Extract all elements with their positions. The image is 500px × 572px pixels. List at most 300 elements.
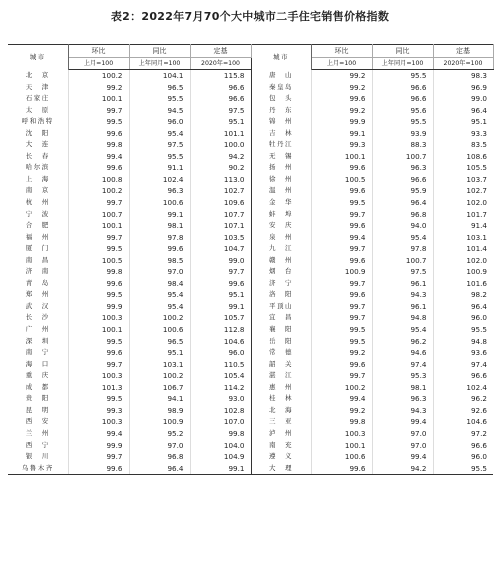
yoy-cell: 99.4 bbox=[372, 416, 433, 428]
mom-cell: 99.6 bbox=[311, 93, 372, 105]
fixed-cell: 83.5 bbox=[470, 140, 487, 150]
yoy-cell: 96.1 bbox=[372, 278, 433, 290]
table-row bbox=[8, 139, 493, 151]
city-cell: 上 海 bbox=[8, 174, 68, 186]
mom-cell: 100.6 bbox=[311, 451, 372, 463]
yoy-cell: 96.3 bbox=[372, 162, 433, 174]
yoy-cell: 100.2 bbox=[129, 370, 190, 382]
city-cell: 南 充 bbox=[251, 440, 311, 452]
city-cell: 南 昌 bbox=[8, 255, 68, 267]
mom-cell: 99.2 bbox=[311, 82, 372, 94]
yoy-cell: 98.9 bbox=[129, 405, 190, 417]
mom-cell: 100.3 bbox=[68, 370, 129, 382]
city-cell: 昆 明 bbox=[8, 405, 68, 417]
fixed-cell: 97.7 bbox=[228, 267, 245, 277]
fixed-cell: 110.5 bbox=[223, 359, 245, 369]
city-cell: 唐 山 bbox=[251, 70, 311, 82]
mom-cell: 100.2 bbox=[68, 70, 129, 82]
table-row bbox=[8, 209, 493, 221]
yoy-cell: 104.1 bbox=[129, 70, 190, 82]
table-row bbox=[8, 463, 493, 475]
yoy-cell: 91.1 bbox=[129, 162, 190, 174]
fixed-cell: 107.1 bbox=[223, 221, 245, 231]
mom-cell: 100.1 bbox=[68, 93, 129, 105]
yoy-cell: 96.6 bbox=[372, 174, 433, 186]
city-cell: 西 安 bbox=[8, 416, 68, 428]
fixed-cell: 95.5 bbox=[433, 463, 493, 475]
mom-cell: 99.6 bbox=[68, 162, 129, 174]
yoy-cell: 96.8 bbox=[129, 451, 190, 463]
city-cell: 长 沙 bbox=[8, 312, 68, 324]
city-cell: 遵 义 bbox=[251, 451, 311, 463]
mom-cell: 99.7 bbox=[68, 232, 129, 244]
mom-cell: 99.7 bbox=[311, 301, 372, 313]
city-cell: 银 川 bbox=[8, 451, 68, 463]
table-row bbox=[8, 174, 493, 186]
yoy-cell: 94.6 bbox=[372, 347, 433, 359]
fixed-cell: 100.9 bbox=[466, 267, 487, 277]
fixed-cell: 91.4 bbox=[470, 221, 487, 231]
fixed-cell: 98.2 bbox=[470, 290, 487, 300]
fixed-subheader-left: 2020年=100 bbox=[190, 58, 251, 70]
yoy-cell: 95.5 bbox=[372, 70, 433, 82]
mom-cell: 100.5 bbox=[311, 174, 372, 186]
yoy-cell: 95.2 bbox=[129, 428, 190, 440]
mom-cell: 100.3 bbox=[68, 416, 129, 428]
yoy-cell: 96.8 bbox=[372, 209, 433, 221]
yoy-cell: 95.4 bbox=[372, 232, 433, 244]
fixed-cell: 103.7 bbox=[466, 174, 487, 184]
table-row bbox=[8, 151, 493, 163]
yoy-cell: 94.3 bbox=[372, 289, 433, 301]
yoy-cell: 95.5 bbox=[129, 151, 190, 163]
city-cell: 宜 昌 bbox=[251, 312, 311, 324]
table-row bbox=[8, 428, 493, 440]
fixed-cell: 96.0 bbox=[228, 348, 245, 358]
table-row bbox=[8, 93, 493, 105]
table-row bbox=[8, 336, 493, 348]
mom-cell: 101.3 bbox=[68, 382, 129, 394]
yoy-cell: 100.6 bbox=[129, 197, 190, 209]
mom-cell: 100.1 bbox=[311, 151, 372, 163]
city-cell: 北 海 bbox=[251, 405, 311, 417]
table-row bbox=[8, 451, 493, 463]
fixed-cell: 99.1 bbox=[228, 301, 245, 311]
mom-header-right: 环比 bbox=[311, 45, 372, 58]
fixed-cell: 99.8 bbox=[228, 428, 245, 438]
mom-subheader-right: 上月=100 bbox=[311, 58, 372, 70]
fixed-cell: 105.5 bbox=[466, 163, 487, 173]
city-header-right: 城市 bbox=[251, 45, 311, 70]
table-row bbox=[8, 405, 493, 417]
mom-cell: 100.9 bbox=[311, 266, 372, 278]
mom-cell: 99.7 bbox=[68, 451, 129, 463]
city-cell: 丹 东 bbox=[251, 105, 311, 117]
yoy-cell: 94.8 bbox=[372, 312, 433, 324]
yoy-cell: 97.4 bbox=[372, 359, 433, 371]
mom-cell: 100.3 bbox=[68, 312, 129, 324]
fixed-cell: 96.6 bbox=[470, 371, 487, 381]
fixed-cell: 97.4 bbox=[470, 359, 487, 369]
yoy-cell: 96.6 bbox=[372, 82, 433, 94]
mom-cell: 99.5 bbox=[68, 393, 129, 405]
fixed-cell: 99.0 bbox=[470, 94, 487, 104]
yoy-cell: 98.5 bbox=[129, 255, 190, 267]
city-header-left: 城市 bbox=[8, 45, 68, 70]
city-cell: 厦 门 bbox=[8, 243, 68, 255]
city-cell: 太 原 bbox=[8, 105, 68, 117]
yoy-cell: 94.3 bbox=[372, 405, 433, 417]
yoy-cell: 88.3 bbox=[372, 139, 433, 151]
yoy-cell: 96.5 bbox=[129, 82, 190, 94]
yoy-cell: 100.6 bbox=[129, 324, 190, 336]
city-cell: 秦皇岛 bbox=[251, 82, 311, 94]
fixed-header-left: 定基 bbox=[190, 45, 251, 58]
fixed-cell: 113.0 bbox=[223, 174, 245, 184]
city-cell: 温 州 bbox=[251, 185, 311, 197]
fixed-cell: 99.1 bbox=[190, 463, 251, 475]
city-cell: 平顶山 bbox=[251, 301, 311, 313]
yoy-cell: 97.5 bbox=[372, 266, 433, 278]
mom-cell: 99.8 bbox=[311, 416, 372, 428]
city-cell: 九 江 bbox=[251, 243, 311, 255]
mom-cell: 99.5 bbox=[68, 116, 129, 128]
city-cell: 宁 波 bbox=[8, 209, 68, 221]
yoy-cell: 96.2 bbox=[372, 336, 433, 348]
table-row bbox=[8, 324, 493, 336]
fixed-cell: 94.8 bbox=[470, 336, 487, 346]
table-row bbox=[8, 440, 493, 452]
table-row bbox=[8, 105, 493, 117]
fixed-cell: 93.3 bbox=[470, 128, 487, 138]
fixed-cell: 102.0 bbox=[466, 198, 487, 208]
fixed-cell: 102.7 bbox=[223, 186, 245, 196]
mom-cell: 99.2 bbox=[311, 405, 372, 417]
city-cell: 哈尔滨 bbox=[8, 162, 68, 174]
city-cell: 徐 州 bbox=[251, 174, 311, 186]
fixed-header-right: 定基 bbox=[433, 45, 493, 58]
fixed-cell: 101.7 bbox=[466, 209, 487, 219]
city-cell: 沈 阳 bbox=[8, 128, 68, 140]
mom-cell: 99.5 bbox=[311, 197, 372, 209]
table-row bbox=[8, 116, 493, 128]
table-row bbox=[8, 232, 493, 244]
city-cell: 南 京 bbox=[8, 185, 68, 197]
yoy-cell: 97.8 bbox=[129, 232, 190, 244]
city-cell: 韶 关 bbox=[251, 359, 311, 371]
mom-cell: 99.4 bbox=[311, 393, 372, 405]
yoy-header-right: 同比 bbox=[372, 45, 433, 58]
city-cell: 安 庆 bbox=[251, 220, 311, 232]
table-row bbox=[8, 312, 493, 324]
mom-cell: 99.2 bbox=[311, 347, 372, 359]
fixed-cell: 108.6 bbox=[466, 151, 487, 161]
mom-cell: 99.6 bbox=[311, 220, 372, 232]
mom-cell: 99.9 bbox=[68, 440, 129, 452]
table-row bbox=[8, 393, 493, 405]
table-row bbox=[8, 128, 493, 140]
yoy-cell: 96.6 bbox=[372, 93, 433, 105]
mom-cell: 99.7 bbox=[311, 243, 372, 255]
yoy-cell: 95.4 bbox=[129, 128, 190, 140]
mom-cell: 99.1 bbox=[311, 128, 372, 140]
fixed-cell: 115.8 bbox=[223, 71, 245, 80]
yoy-cell: 100.9 bbox=[129, 416, 190, 428]
fixed-cell: 96.0 bbox=[470, 452, 487, 462]
city-cell: 南 宁 bbox=[8, 347, 68, 359]
yoy-cell: 99.6 bbox=[129, 243, 190, 255]
yoy-cell: 97.0 bbox=[129, 440, 190, 452]
mom-cell: 99.6 bbox=[311, 359, 372, 371]
yoy-cell: 95.4 bbox=[372, 324, 433, 336]
city-cell: 兰 州 bbox=[8, 428, 68, 440]
city-cell: 襄 阳 bbox=[251, 324, 311, 336]
table-row bbox=[8, 220, 493, 232]
yoy-cell: 96.4 bbox=[372, 197, 433, 209]
yoy-cell: 95.4 bbox=[129, 289, 190, 301]
fixed-cell: 96.4 bbox=[470, 105, 487, 115]
city-cell: 武 汉 bbox=[8, 301, 68, 313]
yoy-cell: 94.1 bbox=[129, 393, 190, 405]
city-cell: 重 庆 bbox=[8, 370, 68, 382]
fixed-cell: 102.0 bbox=[466, 255, 487, 265]
mom-cell: 99.6 bbox=[311, 463, 372, 475]
fixed-cell: 90.2 bbox=[228, 163, 245, 173]
mom-cell: 99.3 bbox=[311, 139, 372, 151]
fixed-cell: 101.1 bbox=[223, 128, 245, 138]
yoy-cell: 95.1 bbox=[129, 347, 190, 359]
mom-subheader-left: 上月=100 bbox=[68, 58, 129, 70]
fixed-subheader-right: 2020年=100 bbox=[433, 58, 493, 70]
yoy-cell: 96.3 bbox=[372, 393, 433, 405]
fixed-cell: 107.7 bbox=[223, 209, 245, 219]
mom-cell: 99.7 bbox=[311, 278, 372, 290]
fixed-cell: 114.2 bbox=[223, 382, 245, 392]
fixed-cell: 102.4 bbox=[466, 382, 487, 392]
fixed-cell: 104.9 bbox=[223, 452, 245, 462]
yoy-cell: 100.7 bbox=[372, 255, 433, 267]
fixed-cell: 104.6 bbox=[223, 336, 245, 346]
city-cell: 贵 阳 bbox=[8, 393, 68, 405]
city-cell: 赣 州 bbox=[251, 255, 311, 267]
fixed-cell: 103.1 bbox=[466, 232, 487, 242]
fixed-cell: 105.4 bbox=[223, 371, 245, 381]
city-cell: 湛 江 bbox=[251, 370, 311, 382]
city-cell: 深 圳 bbox=[8, 336, 68, 348]
city-cell: 西 宁 bbox=[8, 440, 68, 452]
city-cell: 广 州 bbox=[8, 324, 68, 336]
mom-cell: 99.5 bbox=[68, 289, 129, 301]
fixed-cell: 93.6 bbox=[470, 348, 487, 358]
city-cell: 惠 州 bbox=[251, 382, 311, 394]
fixed-cell: 100.0 bbox=[223, 140, 245, 150]
yoy-cell: 96.4 bbox=[129, 463, 190, 475]
city-cell: 合 肥 bbox=[8, 220, 68, 232]
fixed-cell: 98.3 bbox=[470, 71, 487, 80]
fixed-cell: 99.0 bbox=[228, 255, 245, 265]
yoy-cell: 95.9 bbox=[372, 185, 433, 197]
mom-cell: 99.6 bbox=[68, 463, 129, 475]
mom-cell: 99.4 bbox=[68, 151, 129, 163]
mom-cell: 100.7 bbox=[68, 209, 129, 221]
table-row bbox=[8, 416, 493, 428]
city-cell: 扬 州 bbox=[251, 162, 311, 174]
mom-cell: 99.3 bbox=[68, 405, 129, 417]
mom-cell: 99.7 bbox=[311, 312, 372, 324]
fixed-cell: 97.2 bbox=[470, 428, 487, 438]
yoy-cell: 97.0 bbox=[372, 440, 433, 452]
yoy-cell: 97.8 bbox=[372, 243, 433, 255]
yoy-cell: 97.5 bbox=[129, 139, 190, 151]
fixed-cell: 99.6 bbox=[228, 278, 245, 288]
mom-header-left: 环比 bbox=[68, 45, 129, 58]
yoy-cell: 96.3 bbox=[129, 185, 190, 197]
yoy-cell: 95.5 bbox=[129, 93, 190, 105]
mom-cell: 99.6 bbox=[311, 162, 372, 174]
mom-cell: 99.5 bbox=[68, 243, 129, 255]
city-cell: 无 锡 bbox=[251, 151, 311, 163]
fixed-cell: 105.7 bbox=[223, 313, 245, 323]
city-cell: 泸 州 bbox=[251, 428, 311, 440]
yoy-cell: 95.6 bbox=[372, 105, 433, 117]
yoy-cell: 98.4 bbox=[129, 278, 190, 290]
table-row bbox=[8, 289, 493, 301]
mom-cell: 100.3 bbox=[311, 428, 372, 440]
city-cell: 呼和浩特 bbox=[8, 116, 68, 128]
fixed-cell: 104.0 bbox=[223, 440, 245, 450]
yoy-cell: 94.2 bbox=[372, 463, 433, 475]
fixed-cell: 96.4 bbox=[470, 301, 487, 311]
mom-cell: 99.2 bbox=[311, 105, 372, 117]
yoy-cell: 94.5 bbox=[129, 105, 190, 117]
fixed-cell: 97.5 bbox=[228, 105, 245, 115]
table-row bbox=[8, 370, 493, 382]
fixed-cell: 101.6 bbox=[466, 278, 487, 288]
table-row bbox=[8, 347, 493, 359]
yoy-cell: 95.4 bbox=[129, 301, 190, 313]
table-row bbox=[8, 266, 493, 278]
mom-cell: 100.8 bbox=[68, 174, 129, 186]
yoy-cell: 96.0 bbox=[129, 116, 190, 128]
mom-cell: 99.2 bbox=[311, 70, 372, 82]
city-cell: 济 南 bbox=[8, 266, 68, 278]
city-cell: 烟 台 bbox=[251, 266, 311, 278]
yoy-subheader-left: 上年同月=100 bbox=[129, 58, 190, 70]
mom-cell: 100.1 bbox=[68, 324, 129, 336]
mom-cell: 100.2 bbox=[68, 185, 129, 197]
city-cell: 锦 州 bbox=[251, 116, 311, 128]
fixed-cell: 96.6 bbox=[228, 94, 245, 104]
table-row bbox=[8, 70, 493, 82]
mom-cell: 99.7 bbox=[68, 197, 129, 209]
city-cell: 乌鲁木齐 bbox=[8, 463, 68, 475]
fixed-cell: 107.0 bbox=[223, 417, 245, 427]
fixed-cell: 112.8 bbox=[223, 325, 245, 335]
yoy-cell: 102.4 bbox=[129, 174, 190, 186]
city-cell: 石家庄 bbox=[8, 93, 68, 105]
fixed-cell: 95.1 bbox=[228, 117, 245, 127]
fixed-cell: 102.8 bbox=[223, 405, 245, 415]
mom-cell: 99.2 bbox=[68, 82, 129, 94]
city-cell: 金 华 bbox=[251, 197, 311, 209]
mom-cell: 100.2 bbox=[311, 382, 372, 394]
mom-cell: 99.6 bbox=[68, 347, 129, 359]
fixed-cell: 104.7 bbox=[223, 244, 245, 254]
fixed-cell: 101.4 bbox=[466, 244, 487, 254]
mom-cell: 99.7 bbox=[68, 105, 129, 117]
table-row bbox=[8, 197, 493, 209]
city-cell: 北 京 bbox=[8, 70, 68, 82]
fixed-cell: 93.0 bbox=[228, 394, 245, 404]
table-row bbox=[8, 82, 493, 94]
table-body bbox=[8, 70, 493, 475]
mom-cell: 99.5 bbox=[311, 336, 372, 348]
city-cell: 郑 州 bbox=[8, 289, 68, 301]
yoy-cell: 103.1 bbox=[129, 359, 190, 371]
header-row bbox=[8, 45, 493, 58]
city-cell: 桂 林 bbox=[251, 393, 311, 405]
yoy-cell: 98.1 bbox=[372, 382, 433, 394]
fixed-cell: 95.1 bbox=[228, 290, 245, 300]
fixed-cell: 95.5 bbox=[470, 325, 487, 335]
yoy-subheader-right: 上年同月=100 bbox=[372, 58, 433, 70]
mom-cell: 99.5 bbox=[68, 336, 129, 348]
city-cell: 蚌 埠 bbox=[251, 209, 311, 221]
yoy-cell: 98.1 bbox=[129, 220, 190, 232]
mom-cell: 99.6 bbox=[311, 185, 372, 197]
table-title: 表2：2022年7月70个大中城市二手住宅销售价格指数 bbox=[110, 10, 390, 23]
subheader-row bbox=[8, 58, 493, 70]
table-row bbox=[8, 162, 493, 174]
city-cell: 成 都 bbox=[8, 382, 68, 394]
city-cell: 济 宁 bbox=[251, 278, 311, 290]
city-cell: 大 理 bbox=[251, 463, 311, 475]
mom-cell: 100.5 bbox=[68, 255, 129, 267]
city-cell: 岳 阳 bbox=[251, 336, 311, 348]
fixed-cell: 109.6 bbox=[223, 198, 245, 208]
mom-cell: 99.6 bbox=[311, 255, 372, 267]
yoy-cell: 96.5 bbox=[129, 336, 190, 348]
fixed-cell: 103.5 bbox=[223, 232, 245, 242]
fixed-cell: 94.2 bbox=[228, 151, 245, 161]
city-cell: 泉 州 bbox=[251, 232, 311, 244]
city-cell: 海 口 bbox=[8, 359, 68, 371]
city-cell: 三 亚 bbox=[251, 416, 311, 428]
city-cell: 包 头 bbox=[251, 93, 311, 105]
yoy-cell: 97.0 bbox=[372, 428, 433, 440]
table-row bbox=[8, 243, 493, 255]
yoy-cell: 97.0 bbox=[129, 266, 190, 278]
mom-cell: 99.6 bbox=[311, 289, 372, 301]
table-row bbox=[8, 359, 493, 371]
fixed-cell: 96.6 bbox=[470, 440, 487, 450]
city-cell: 杭 州 bbox=[8, 197, 68, 209]
mom-cell: 100.1 bbox=[311, 440, 372, 452]
city-cell: 吉 林 bbox=[251, 128, 311, 140]
mom-cell: 99.8 bbox=[68, 266, 129, 278]
fixed-cell: 96.0 bbox=[470, 313, 487, 323]
mom-cell: 99.4 bbox=[311, 232, 372, 244]
mom-cell: 99.7 bbox=[311, 370, 372, 382]
mom-cell: 99.6 bbox=[68, 278, 129, 290]
city-cell: 牡丹江 bbox=[251, 139, 311, 151]
fixed-cell: 96.2 bbox=[470, 394, 487, 404]
city-cell: 福 州 bbox=[8, 232, 68, 244]
mom-cell: 99.8 bbox=[68, 139, 129, 151]
yoy-cell: 100.2 bbox=[129, 312, 190, 324]
fixed-cell: 102.7 bbox=[466, 186, 487, 196]
yoy-cell: 99.1 bbox=[129, 209, 190, 221]
